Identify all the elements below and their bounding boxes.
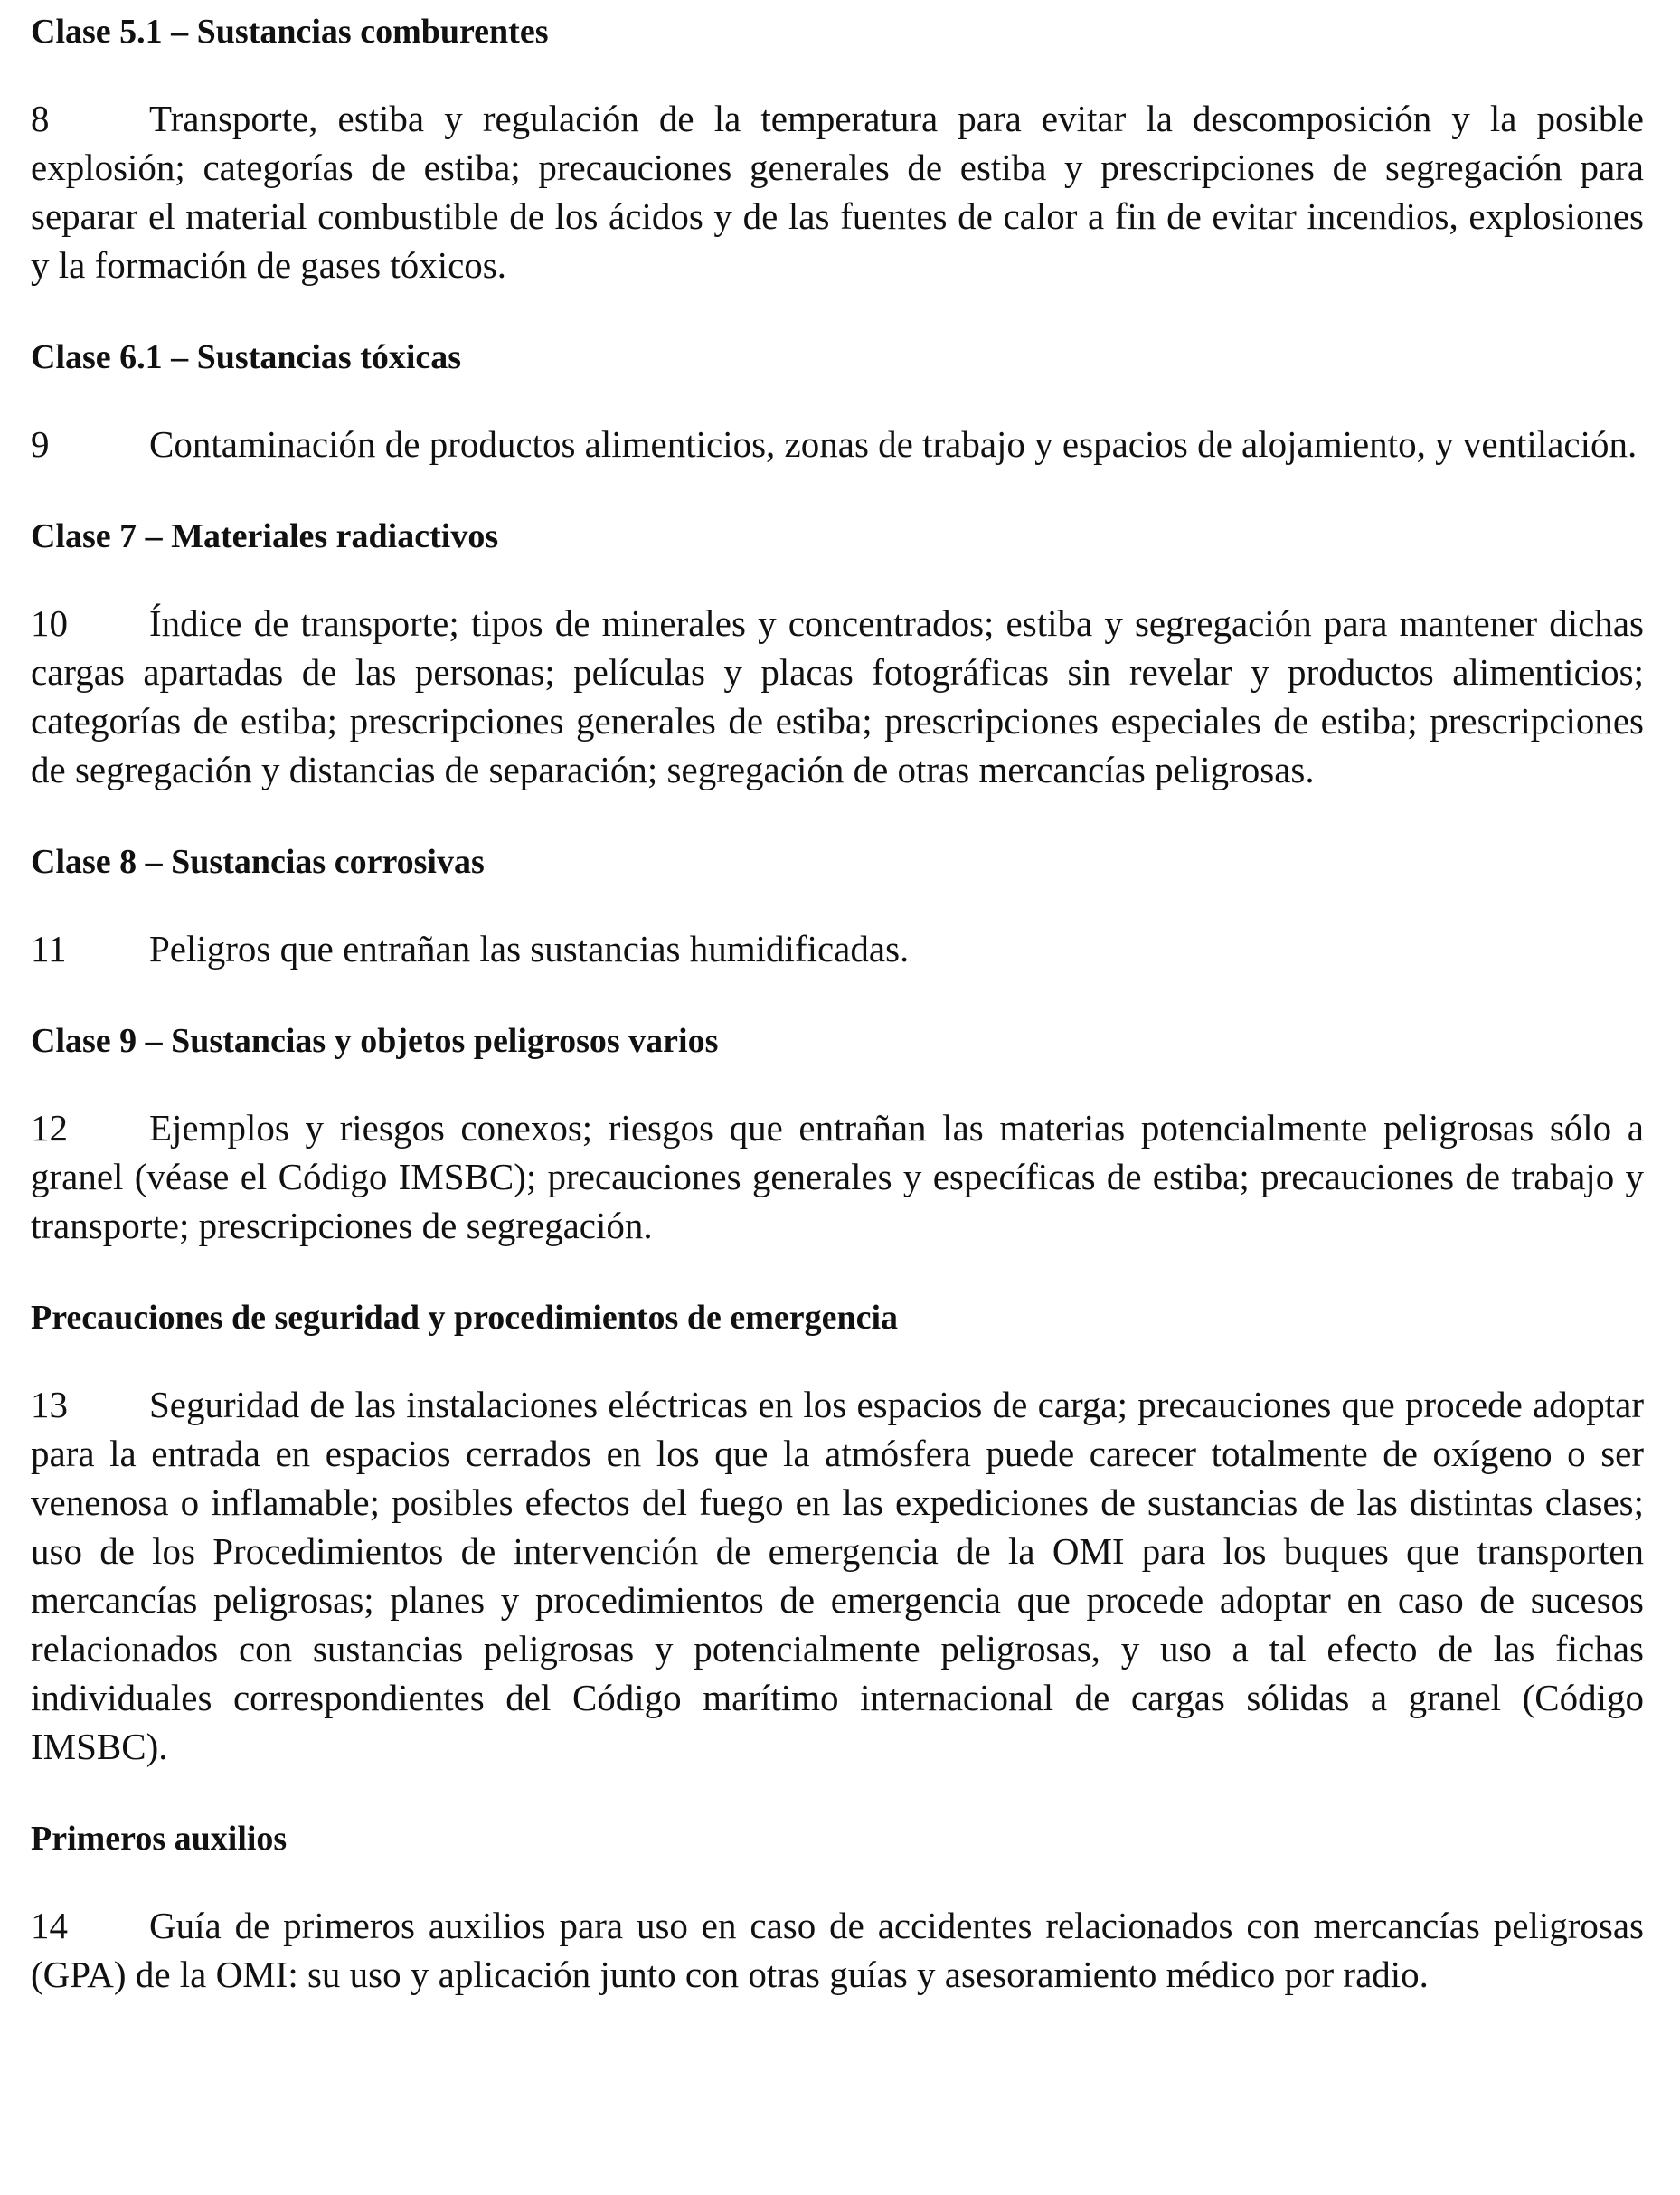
paragraph-number: 12: [31, 1107, 68, 1149]
paragraph: [31, 94, 1644, 289]
paragraph-number: 10: [31, 602, 68, 644]
paragraph: [31, 1901, 1644, 1999]
section-heading: Primeros auxilios: [31, 1820, 288, 1858]
section-heading: Clase 8 – Sustancias corrosivas: [31, 843, 485, 881]
paragraph-number: 13: [31, 1384, 68, 1425]
paragraph-text: Índice de transporte; tipos de minerales y concentrados; estiba y segregación para mantener dichas cargas apartadas de las personas; películas y placas fotográficas sin revelar y productos alimenticios; categorías de estiba; prescripciones generales de estiba; prescripciones especiales de estiba; prescripciones de segregación y distancias de separación; segregación de otras mercancías peligrosas.: [31, 602, 1644, 790]
section-heading: Clase 7 – Materiales radiactivos: [31, 517, 499, 555]
paragraph: [31, 1380, 1644, 1771]
paragraph-text: Transporte, estiba y regulación de la temperatura para evitar la descomposición y la posible explosión; categorías de estiba; precauciones generales de estiba y prescripciones de segregación para separar el material combustible de los ácidos y de las fuentes de calor a fin de evitar incendios, explosiones y la formación de gases tóxicos.: [31, 98, 1644, 286]
section-primeros-auxilios: [31, 1820, 1644, 1999]
section-clase-7: [31, 517, 1644, 794]
paragraph-number: 14: [31, 1905, 68, 1946]
paragraph-text: Guía de primeros auxilios para uso en caso de accidentes relacionados con mercancías peligrosas (GPA) de la OMI: su uso y aplicación junto con otras guías y asesoramiento médico por radio.: [31, 1905, 1644, 1995]
document-page: [31, 13, 1644, 1999]
section-precauciones-seguridad: [31, 1299, 1644, 1771]
section-clase-9: [31, 1022, 1644, 1250]
section-heading: Clase 9 – Sustancias y objetos peligrosos varios: [31, 1022, 719, 1060]
paragraph-text: Contaminación de productos alimenticios, zonas de trabajo y espacios de alojamiento, y ventilación.: [149, 423, 1638, 465]
paragraph-text: Ejemplos y riesgos conexos; riesgos que entrañan las materias potencialmente peligrosas sólo a granel (véase el Código IMSBC); precauciones generales y específicas de estiba; precauciones de trabajo y transporte; prescripciones de segregación.: [31, 1107, 1644, 1246]
paragraph-number: 9: [31, 423, 50, 465]
paragraph-text: Seguridad de las instalaciones eléctricas en los espacios de carga; precauciones que procede adoptar para la entrada en espacios cerrados en los que la atmósfera puede carecer totalmente de oxígeno o ser venenosa o inflamable; posibles efectos del fuego en las expediciones de sustancias de las distintas clases; uso de los Procedimientos de intervención de emergencia de la OMI para los buques que transporten mercancías peligrosas; planes y procedimientos de emergencia que procede adoptar en caso de sucesos relacionados con sustancias peligrosas y potencialmente peligrosas, y uso a tal efecto de las fichas individuales correspondientes del Código marítimo internacional de cargas sólidas a granel (Código IMSBC).: [31, 1384, 1644, 1767]
paragraph-text: Peligros que entrañan las sustancias humidificadas.: [149, 928, 910, 970]
paragraph-number: 8: [31, 98, 50, 139]
section-heading: Clase 5.1 – Sustancias comburentes: [31, 13, 549, 51]
paragraph-number: 11: [31, 928, 67, 970]
section-heading: Precauciones de seguridad y procedimientos de emergencia: [31, 1299, 899, 1337]
section-clase-8: [31, 843, 1644, 973]
section-clase-6-1: [31, 338, 1644, 468]
paragraph: [31, 420, 1644, 468]
section-clase-5-1: [31, 13, 1644, 289]
paragraph: [31, 1103, 1644, 1250]
paragraph: [31, 599, 1644, 794]
section-heading: Clase 6.1 – Sustancias tóxicas: [31, 338, 462, 376]
paragraph: [31, 924, 1644, 973]
